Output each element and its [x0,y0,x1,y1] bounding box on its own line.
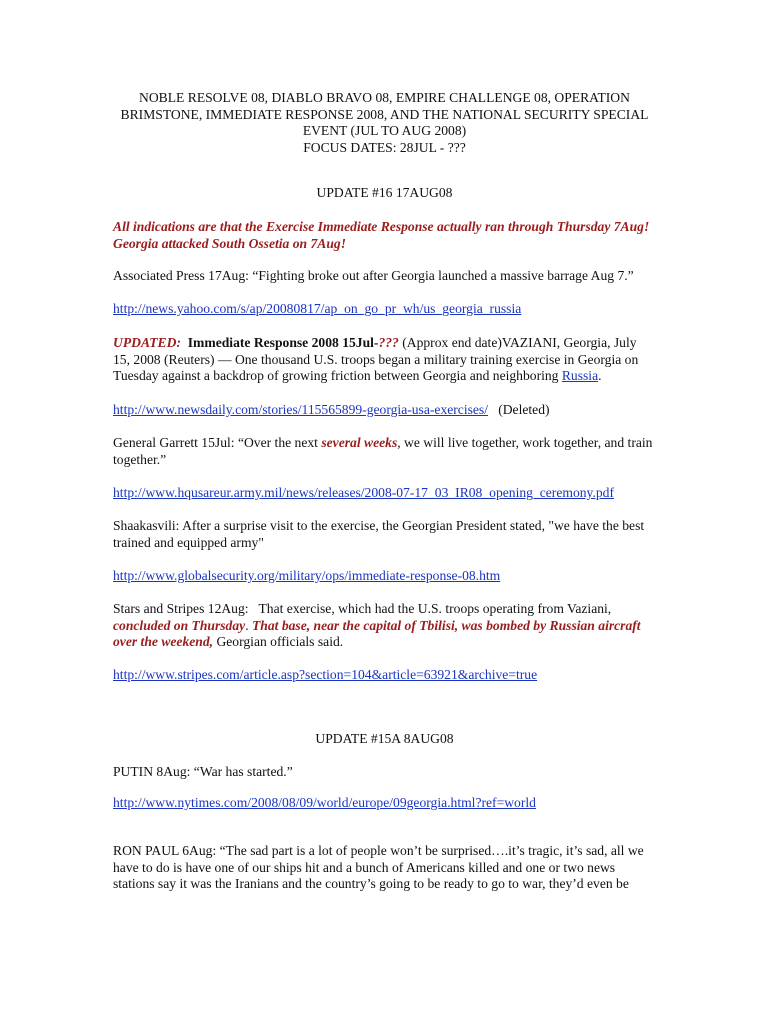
ap-link[interactable]: http://news.yahoo.com/s/ap/20080817/ap_on_go_pr_wh/us_georgia_russia [113,301,522,316]
title-line-3: EVENT (JUL TO AUG 2008) [302,123,467,138]
update-15a-heading: UPDATE #15A 8AUG08 [315,731,454,746]
newsdaily-link[interactable]: http://www.newsdaily.com/stories/115565899-georgia-usa-exercises/ [113,402,489,417]
ir-body: (Approx end date)VAZIANI, Georgia, July 15, 2008 (Reuters) — One thousand U.S. troops began a military training exercise in Georgia on Tuesday against a backdrop of growing friction between Georgia and neighboring [113,335,639,383]
ir-title: Immediate Response 2008 15Jul- [187,335,379,350]
garrett-emphasis: several weeks [321,435,398,450]
deleted-note: (Deleted) [488,402,550,417]
shaakasvili-quote: Shaakasvili: After a surprise visit to the exercise, the Georgian President stated, "we have the best trained and equipped army" [113,518,645,550]
ap-quote: Associated Press 17Aug: “Fighting broke out after Georgia launched a massive barrage Aug 7.” [113,268,634,283]
ron-paul-quote: RON PAUL 6Aug: “The sad part is a lot of people won’t be surprised….it’s tragic, it’s sad, all we have to do is have one of our ships hit and a bunch of Americans killed and one or two news stations say it was the Iranians and the country’s going to be ready to go to war, they’d even be [113,843,644,891]
updated-label: UPDATED: [113,335,181,350]
document-title [113,90,656,156]
stripes-pre: Stars and Stripes 12Aug: That exercise, which had the U.S. troops operating from Vaziani, [113,601,615,616]
stripes-mid: . [245,617,252,633]
hqusareur-link[interactable]: http://www.hqusareur.army.mil/news/releases/2008-07-17_03_IR08_opening_ceremony.pdf [113,485,614,500]
russia-link[interactable]: Russia [561,368,599,383]
stripes-emphasis-2: That base, near the capital of Tbilisi, was bombed by Russian aircraft over the weekend, [113,617,641,649]
stripes-link[interactable]: http://www.stripes.com/article.asp?section=104&article=63921&archive=true [113,667,538,682]
stripes-post: Georgian officials said. [213,634,344,649]
ir-period: . [598,368,602,383]
globalsecurity-link[interactable]: http://www.globalsecurity.org/military/ops/immediate-response-08.htm [113,568,501,583]
putin-quote: PUTIN 8Aug: “War has started.” [113,764,293,779]
focus-dates: FOCUS DATES: 28JUL - ??? [303,139,466,155]
title-line-2: BRIMSTONE, IMMEDIATE RESPONSE 2008, AND THE NATIONAL SECURITY SPECIAL [120,106,649,122]
garrett-quote [113,435,656,468]
immediate-response-paragraph [113,335,656,385]
stripes-emphasis-1: concluded on Thursday [113,617,246,633]
highlight-paragraph: All indications are that the Exercise Immediate Response actually ran through Thursday 7Aug! Georgia attacked South Ossetia on 7Aug! [113,219,650,251]
ir-question-marks: ??? [378,335,399,350]
update-16-heading: UPDATE #16 17AUG08 [316,185,453,200]
garrett-post: , we will live together, work together, and train together.” [113,435,653,467]
stripes-quote [113,601,656,651]
title-line-1: NOBLE RESOLVE 08, DIABLO BRAVO 08, EMPIRE CHALLENGE 08, OPERATION [139,90,630,105]
nytimes-link[interactable]: http://www.nytimes.com/2008/08/09/world/europe/09georgia.html?ref=world [113,795,536,810]
garrett-pre: General Garrett 15Jul: “Over the next [113,435,322,450]
